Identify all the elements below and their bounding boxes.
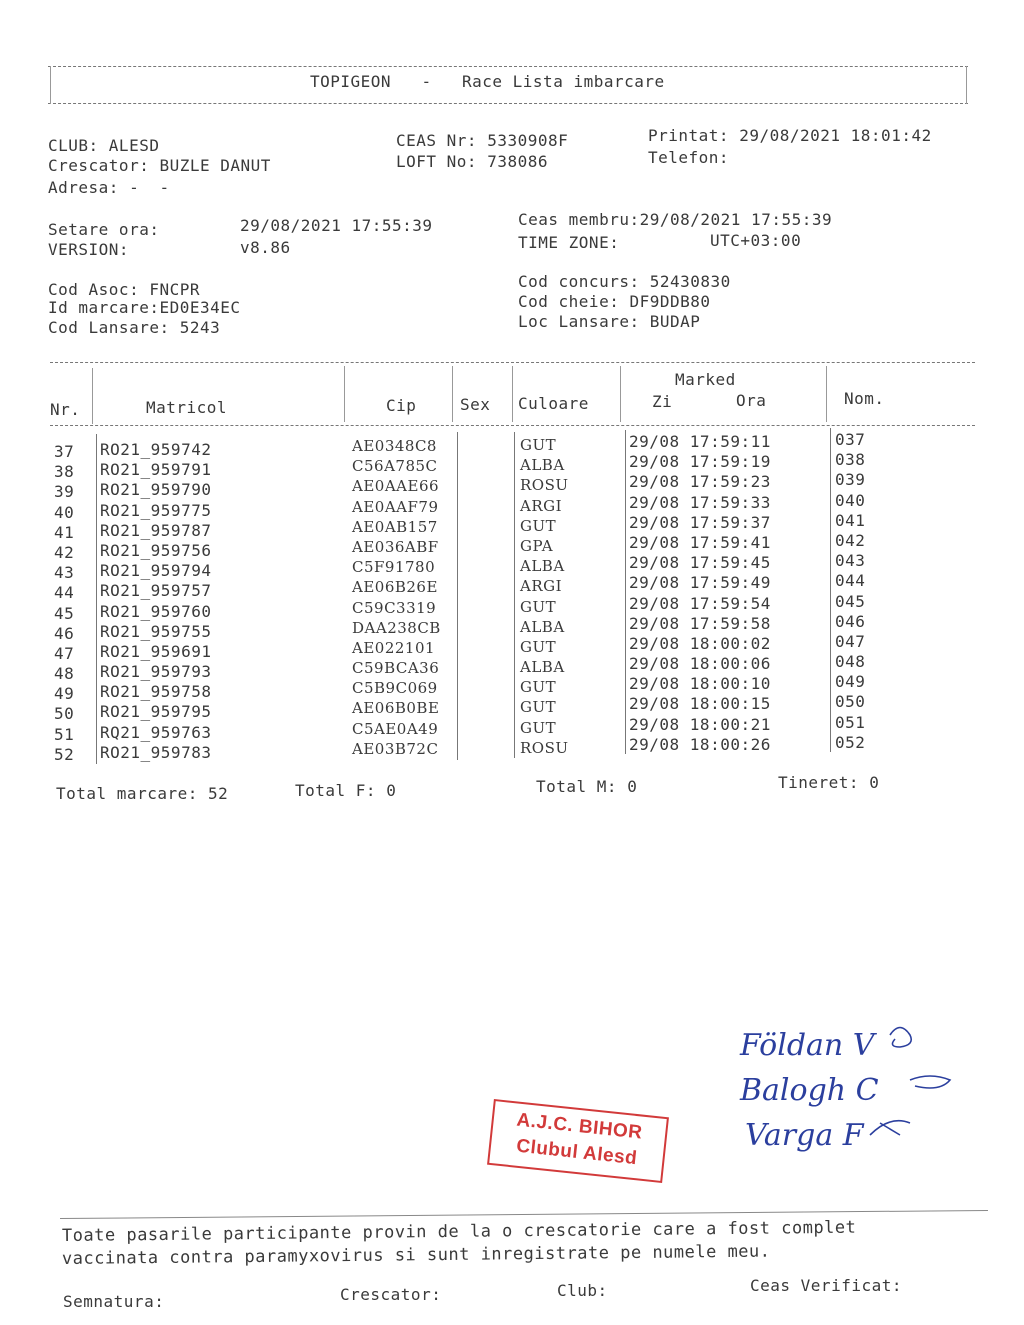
table-cell-matricol: RO21_959793 (100, 662, 212, 682)
header-ora: Ora (736, 391, 767, 410)
table-cell-nr: 49 (54, 684, 75, 704)
club-sign-label: Club: (557, 1281, 608, 1300)
table-cell-culoare: GUT (520, 637, 557, 656)
ceas-membru: Ceas membru:29/08/2021 17:55:39 (518, 210, 833, 229)
club-stamp (487, 1099, 669, 1183)
table-cell-cip: AE0AAF79 (352, 497, 439, 516)
telefon: Telefon: (648, 148, 730, 167)
table-cell-matricol: RO21_959791 (100, 460, 212, 480)
table-cell-nom: 044 (835, 571, 866, 591)
table-cell-nom: 045 (835, 591, 866, 611)
table-cell-marked: 29/08 17:59:45 (629, 553, 771, 573)
table-cell-matricol: RO21_959760 (100, 601, 212, 621)
table-cell-nom: 052 (835, 732, 866, 752)
table-cell-nr: 46 (54, 623, 75, 643)
table-cell-culoare: GUT (520, 718, 557, 737)
table-cell-cip: C5AE0A49 (352, 719, 439, 738)
table-cell-marked: 29/08 18:00:02 (629, 633, 771, 653)
table-cell-marked: 29/08 18:00:10 (629, 674, 771, 694)
table-cell-nom: 043 (835, 551, 866, 571)
table-cell-culoare: ALBA (520, 617, 565, 636)
header-matricol: Matricol (146, 398, 228, 417)
version-label: VERSION: (48, 240, 130, 259)
table-cell-marked: 29/08 17:59:58 (629, 613, 771, 633)
table-cell-cip: AE0AAE66 (352, 477, 440, 496)
semnatura-label: Semnatura: (63, 1292, 165, 1311)
cod-asoc: Cod Asoc: FNCPR (48, 280, 200, 299)
table-cell-matricol: RO21_959758 (100, 682, 212, 702)
crescator-sign-label: Crescator: (340, 1285, 442, 1304)
table-cell-culoare: ALBA (520, 456, 565, 475)
table-cell-culoare: GUT (520, 698, 557, 717)
table-cell-marked: 29/08 17:59:19 (629, 452, 771, 472)
signature-name-3: Varga F (745, 1118, 864, 1153)
table-cell-cip: AE0348C8 (352, 437, 437, 455)
stamp-line-1: A.J.C. BIHOR (515, 1109, 644, 1144)
cod-cheie: Cod cheie: DF9DDB80 (518, 292, 711, 311)
total-f: Total F: 0 (295, 781, 397, 800)
table-cell-marked: 29/08 17:59:37 (629, 512, 771, 532)
table-cell-marked: 29/08 18:00:06 (629, 654, 771, 674)
table-cell-nom: 040 (835, 490, 866, 510)
time-zone-label: TIME ZONE: (518, 233, 620, 252)
time-zone-value: UTC+03:00 (710, 231, 802, 250)
table-cell-nom: 048 (835, 652, 866, 672)
table-cell-culoare: GUT (520, 436, 557, 454)
table-cell-matricol: RO21_959794 (100, 561, 212, 581)
id-marcare: Id marcare:ED0E34EC (48, 298, 241, 317)
column-nom (835, 430, 865, 753)
setare-ora-value: 29/08/2021 17:55:39 (240, 216, 433, 235)
table-cell-matricol: RO21_959790 (100, 480, 212, 500)
table-cell-nr: 42 (54, 542, 75, 562)
table-cell-cip: AE036ABF (352, 537, 439, 556)
table-cell-nr: 39 (54, 482, 75, 502)
column-culoare (520, 435, 569, 758)
table-cell-nr: 41 (54, 522, 75, 542)
table-cell-matricol: RQ21_959763 (100, 722, 212, 742)
table-cell-matricol: RO21_959783 (100, 742, 212, 762)
signature-name-2: Balogh C (740, 1073, 879, 1108)
table-cell-culoare: ROSU (520, 738, 569, 757)
adresa-label: Adresa: - - (48, 178, 170, 197)
tineret: Tineret: 0 (778, 773, 880, 792)
cod-lansare: Cod Lansare: 5243 (48, 318, 221, 337)
table-cell-nom: 039 (835, 470, 866, 490)
header-marked: Marked (675, 370, 736, 389)
setare-ora-label: Setare ora: (48, 220, 160, 239)
table-cell-culoare: ARGI (520, 496, 563, 515)
ceas-nr: CEAS Nr: 5330908F (396, 131, 569, 150)
table-cell-nr: 50 (54, 704, 75, 724)
table-cell-nom: 037 (835, 430, 866, 449)
total-m: Total M: 0 (536, 777, 638, 796)
header-nr: Nr. (50, 400, 81, 419)
stamp-line-2: Clubul Alesd (515, 1135, 639, 1170)
handwritten-signatures (730, 1005, 980, 1165)
table-cell-matricol: RO21_959775 (100, 500, 212, 520)
header-sex: Sex (460, 395, 491, 414)
printat: Printat: 29/08/2021 18:01:42 (648, 126, 932, 145)
table-cell-culoare: GPA (520, 536, 554, 555)
ceas-verificat-label: Ceas Verificat: (750, 1276, 902, 1295)
table-cell-nr: 38 (54, 462, 75, 482)
table-cell-culoare: ALBA (520, 658, 565, 677)
table-cell-nom: 038 (835, 450, 866, 470)
table-cell-marked: 29/08 17:59:49 (629, 573, 771, 593)
table-cell-nr: 40 (54, 502, 75, 522)
column-marked (629, 432, 771, 755)
table-cell-cip: AE06B26E (352, 578, 438, 597)
table-cell-nr: 51 (54, 724, 75, 744)
table-cell-cip: C5F91780 (352, 558, 436, 577)
table-cell-nr: 48 (54, 664, 75, 684)
table-cell-matricol: RO21_959795 (100, 702, 212, 722)
table-cell-matricol: RO21_959756 (100, 540, 212, 560)
club-label: CLUB: ALESD (48, 136, 160, 155)
table-cell-marked: 29/08 18:00:21 (629, 714, 771, 734)
table-cell-nom: 049 (835, 672, 866, 692)
table-cell-matricol: RO21_959755 (100, 621, 212, 641)
table-cell-nom: 046 (835, 611, 866, 631)
table-cell-cip: C59C3319 (352, 598, 437, 617)
loft-no: LOFT No: 738086 (396, 152, 548, 171)
column-cip (352, 436, 441, 759)
table-cell-nom: 042 (835, 530, 866, 550)
table-cell-cip: C59BCA36 (352, 659, 440, 678)
table-cell-culoare: GUT (520, 597, 557, 616)
table-cell-culoare: ROSU (520, 476, 569, 495)
statement-line-2: vaccinata contra paramyxovirus si sunt inregistrate pe numele meu. (61, 1241, 771, 1269)
table-cell-cip: C5B9C069 (352, 679, 438, 698)
table-cell-nr: 52 (54, 744, 75, 764)
signature-name-1: Földan V (740, 1028, 875, 1063)
table-cell-nom: 051 (835, 712, 866, 732)
cod-concurs: Cod concurs: 52430830 (518, 272, 731, 291)
loc-lansare: Loc Lansare: BUDAP (518, 312, 701, 331)
table-cell-cip: C56A785C (352, 457, 438, 476)
table-cell-marked: 29/08 17:59:23 (629, 472, 771, 492)
table-cell-cip: AE06B0BE (352, 699, 440, 718)
table-cell-nom: 041 (835, 510, 866, 530)
version-value: v8.86 (240, 238, 291, 257)
table-cell-cip: DAA238CB (352, 618, 441, 637)
table-cell-nr: 45 (54, 603, 75, 623)
table-cell-cip: AE03B72C (352, 739, 439, 758)
table-cell-nr: 37 (54, 442, 75, 461)
table-cell-matricol: RO21_959787 (100, 520, 212, 540)
table-cell-nr: 43 (54, 563, 75, 583)
table-cell-nom: 047 (835, 631, 866, 651)
table-cell-culoare: ALBA (520, 557, 565, 576)
table-cell-nr: 47 (54, 643, 75, 663)
table-cell-nr: 44 (54, 583, 75, 603)
page-title: TOPIGEON - Race Lista imbarcare (310, 72, 665, 91)
table-cell-marked: 29/08 17:59:33 (629, 492, 771, 512)
table-cell-culoare: GUT (520, 678, 557, 697)
table-cell-marked: 29/08 17:59:11 (629, 432, 771, 451)
table-cell-marked: 29/08 17:59:41 (629, 532, 771, 552)
table-cell-marked: 29/08 18:00:15 (629, 694, 771, 714)
column-matricol (100, 440, 211, 763)
header-zi: Zi (652, 392, 673, 411)
total-marcare: Total marcare: 52 (56, 784, 229, 803)
table-cell-cip: AE0AB157 (352, 517, 438, 536)
table-cell-matricol: RO21_959691 (100, 641, 212, 661)
crescator-label: Crescator: BUZLE DANUT (48, 156, 271, 175)
table-cell-marked: 29/08 17:59:54 (629, 593, 771, 613)
table-cell-matricol: RO21_959742 (100, 440, 212, 459)
table-cell-cip: AE022101 (352, 638, 436, 657)
table-cell-culoare: GUT (520, 516, 557, 535)
column-nr (54, 442, 74, 765)
table-cell-culoare: ARGI (520, 577, 563, 596)
header-cip: Cip (386, 396, 417, 415)
statement-line-1: Toate pasarile participante provin de la o crescatorie care a fost complet (61, 1217, 857, 1246)
table-cell-marked: 29/08 18:00:26 (629, 734, 771, 754)
header-culoare: Culoare (518, 394, 589, 413)
table-cell-matricol: RO21_959757 (100, 581, 212, 601)
table-cell-nom: 050 (835, 692, 866, 712)
header-nom: Nom. (844, 389, 885, 408)
